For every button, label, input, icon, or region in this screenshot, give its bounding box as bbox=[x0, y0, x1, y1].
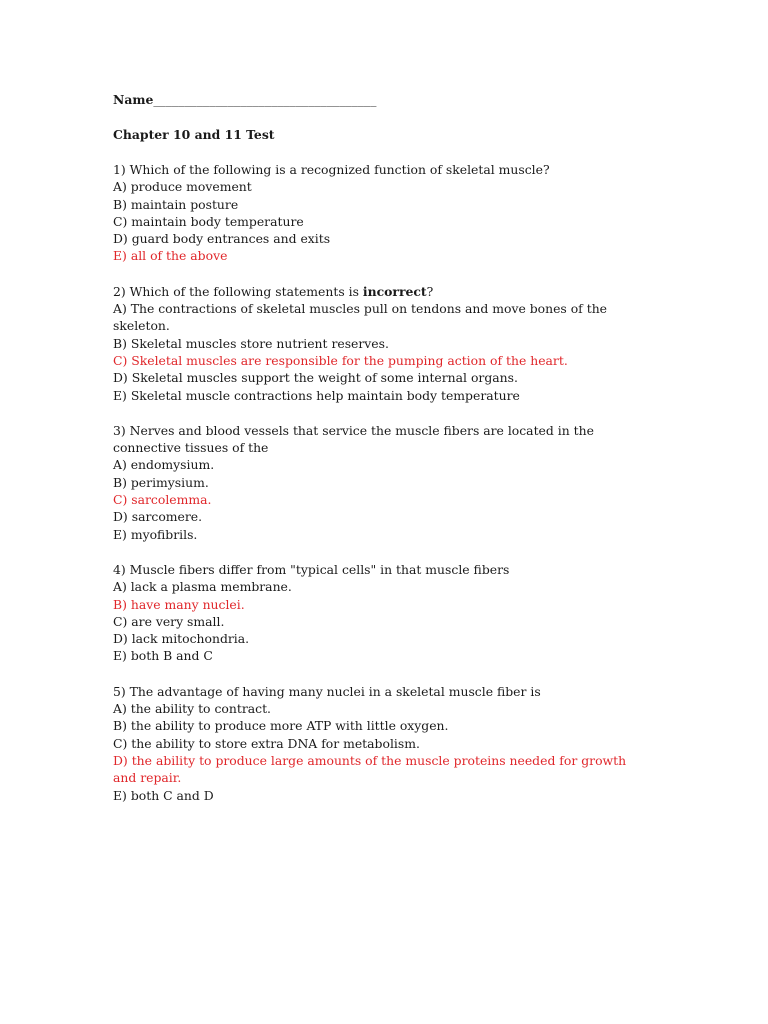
option-d: D) sarcomere. bbox=[113, 509, 203, 525]
option-b: B) perimysium. bbox=[113, 474, 209, 490]
option-c-correct-answer: C) Skeletal muscles are responsible for the pumping action of the heart. bbox=[113, 352, 568, 368]
option-d: D) Skeletal muscles support the weight of some internal organs. bbox=[113, 370, 518, 386]
option-c: C) are very small. bbox=[113, 613, 225, 629]
option-b: B) Skeletal muscles store nutrient reserves. bbox=[113, 335, 389, 351]
option-d-correct-answer: D) the ability to produce large amounts of the muscle proteins needed for growth and repair. bbox=[113, 752, 627, 786]
option-e: E) both C and D bbox=[113, 787, 214, 803]
option-a: A) produce movement bbox=[113, 179, 252, 195]
option-a: A) the ability to contract. bbox=[113, 701, 271, 717]
option-b-correct-answer: B) have many nuclei. bbox=[113, 596, 245, 612]
stem-end: ? bbox=[426, 283, 434, 299]
option-e: E) both B and C bbox=[113, 648, 213, 664]
name-blank-line: ____________________________________ bbox=[153, 92, 377, 107]
question-stem bbox=[113, 283, 653, 300]
page-title: Chapter 10 and 11 Test bbox=[113, 127, 275, 142]
option-e: E) Skeletal muscle contractions help maintain body temperature bbox=[113, 387, 520, 403]
document-content bbox=[113, 91, 653, 804]
question-stem: 3) Nerves and blood vessels that service the muscle fibers are located in the connective tissues of the bbox=[113, 422, 594, 456]
option-b: B) the ability to produce more ATP with little oxygen. bbox=[113, 718, 449, 734]
question-stem: 4) Muscle fibers differ from "typical cells" in that muscle fibers bbox=[113, 561, 510, 577]
option-e: E) myofibrils. bbox=[113, 526, 198, 542]
option-e-correct-answer: E) all of the above bbox=[113, 248, 228, 264]
name-field-row bbox=[113, 91, 653, 108]
question-1 bbox=[113, 161, 653, 265]
stem-emphasis: incorrect bbox=[362, 283, 427, 299]
question-2 bbox=[113, 283, 653, 404]
question-3 bbox=[113, 422, 653, 543]
option-a: A) The contractions of skeletal muscles pull on tendons and move bones of the skeleton. bbox=[113, 301, 608, 334]
question-stem: 5) The advantage of having many nuclei in a skeletal muscle fiber is bbox=[113, 683, 541, 699]
option-c: C) the ability to store extra DNA for metabolism. bbox=[113, 735, 420, 751]
option-d: D) lack mitochondria. bbox=[113, 631, 250, 647]
option-a: A) lack a plasma membrane. bbox=[113, 579, 292, 595]
option-c-correct-answer: C) sarcolemma. bbox=[113, 492, 212, 508]
question-stem: 1) Which of the following is a recognized function of skeletal muscle? bbox=[113, 162, 550, 177]
option-d: D) guard body entrances and exits bbox=[113, 231, 331, 247]
option-c: C) maintain body temperature bbox=[113, 213, 304, 229]
question-5 bbox=[113, 683, 653, 804]
option-a: A) endomysium. bbox=[113, 457, 215, 473]
question-4 bbox=[113, 561, 653, 665]
option-b: B) maintain posture bbox=[113, 196, 239, 212]
name-label: Name bbox=[113, 92, 154, 107]
stem-text: 2) Which of the following statements is bbox=[113, 283, 363, 299]
